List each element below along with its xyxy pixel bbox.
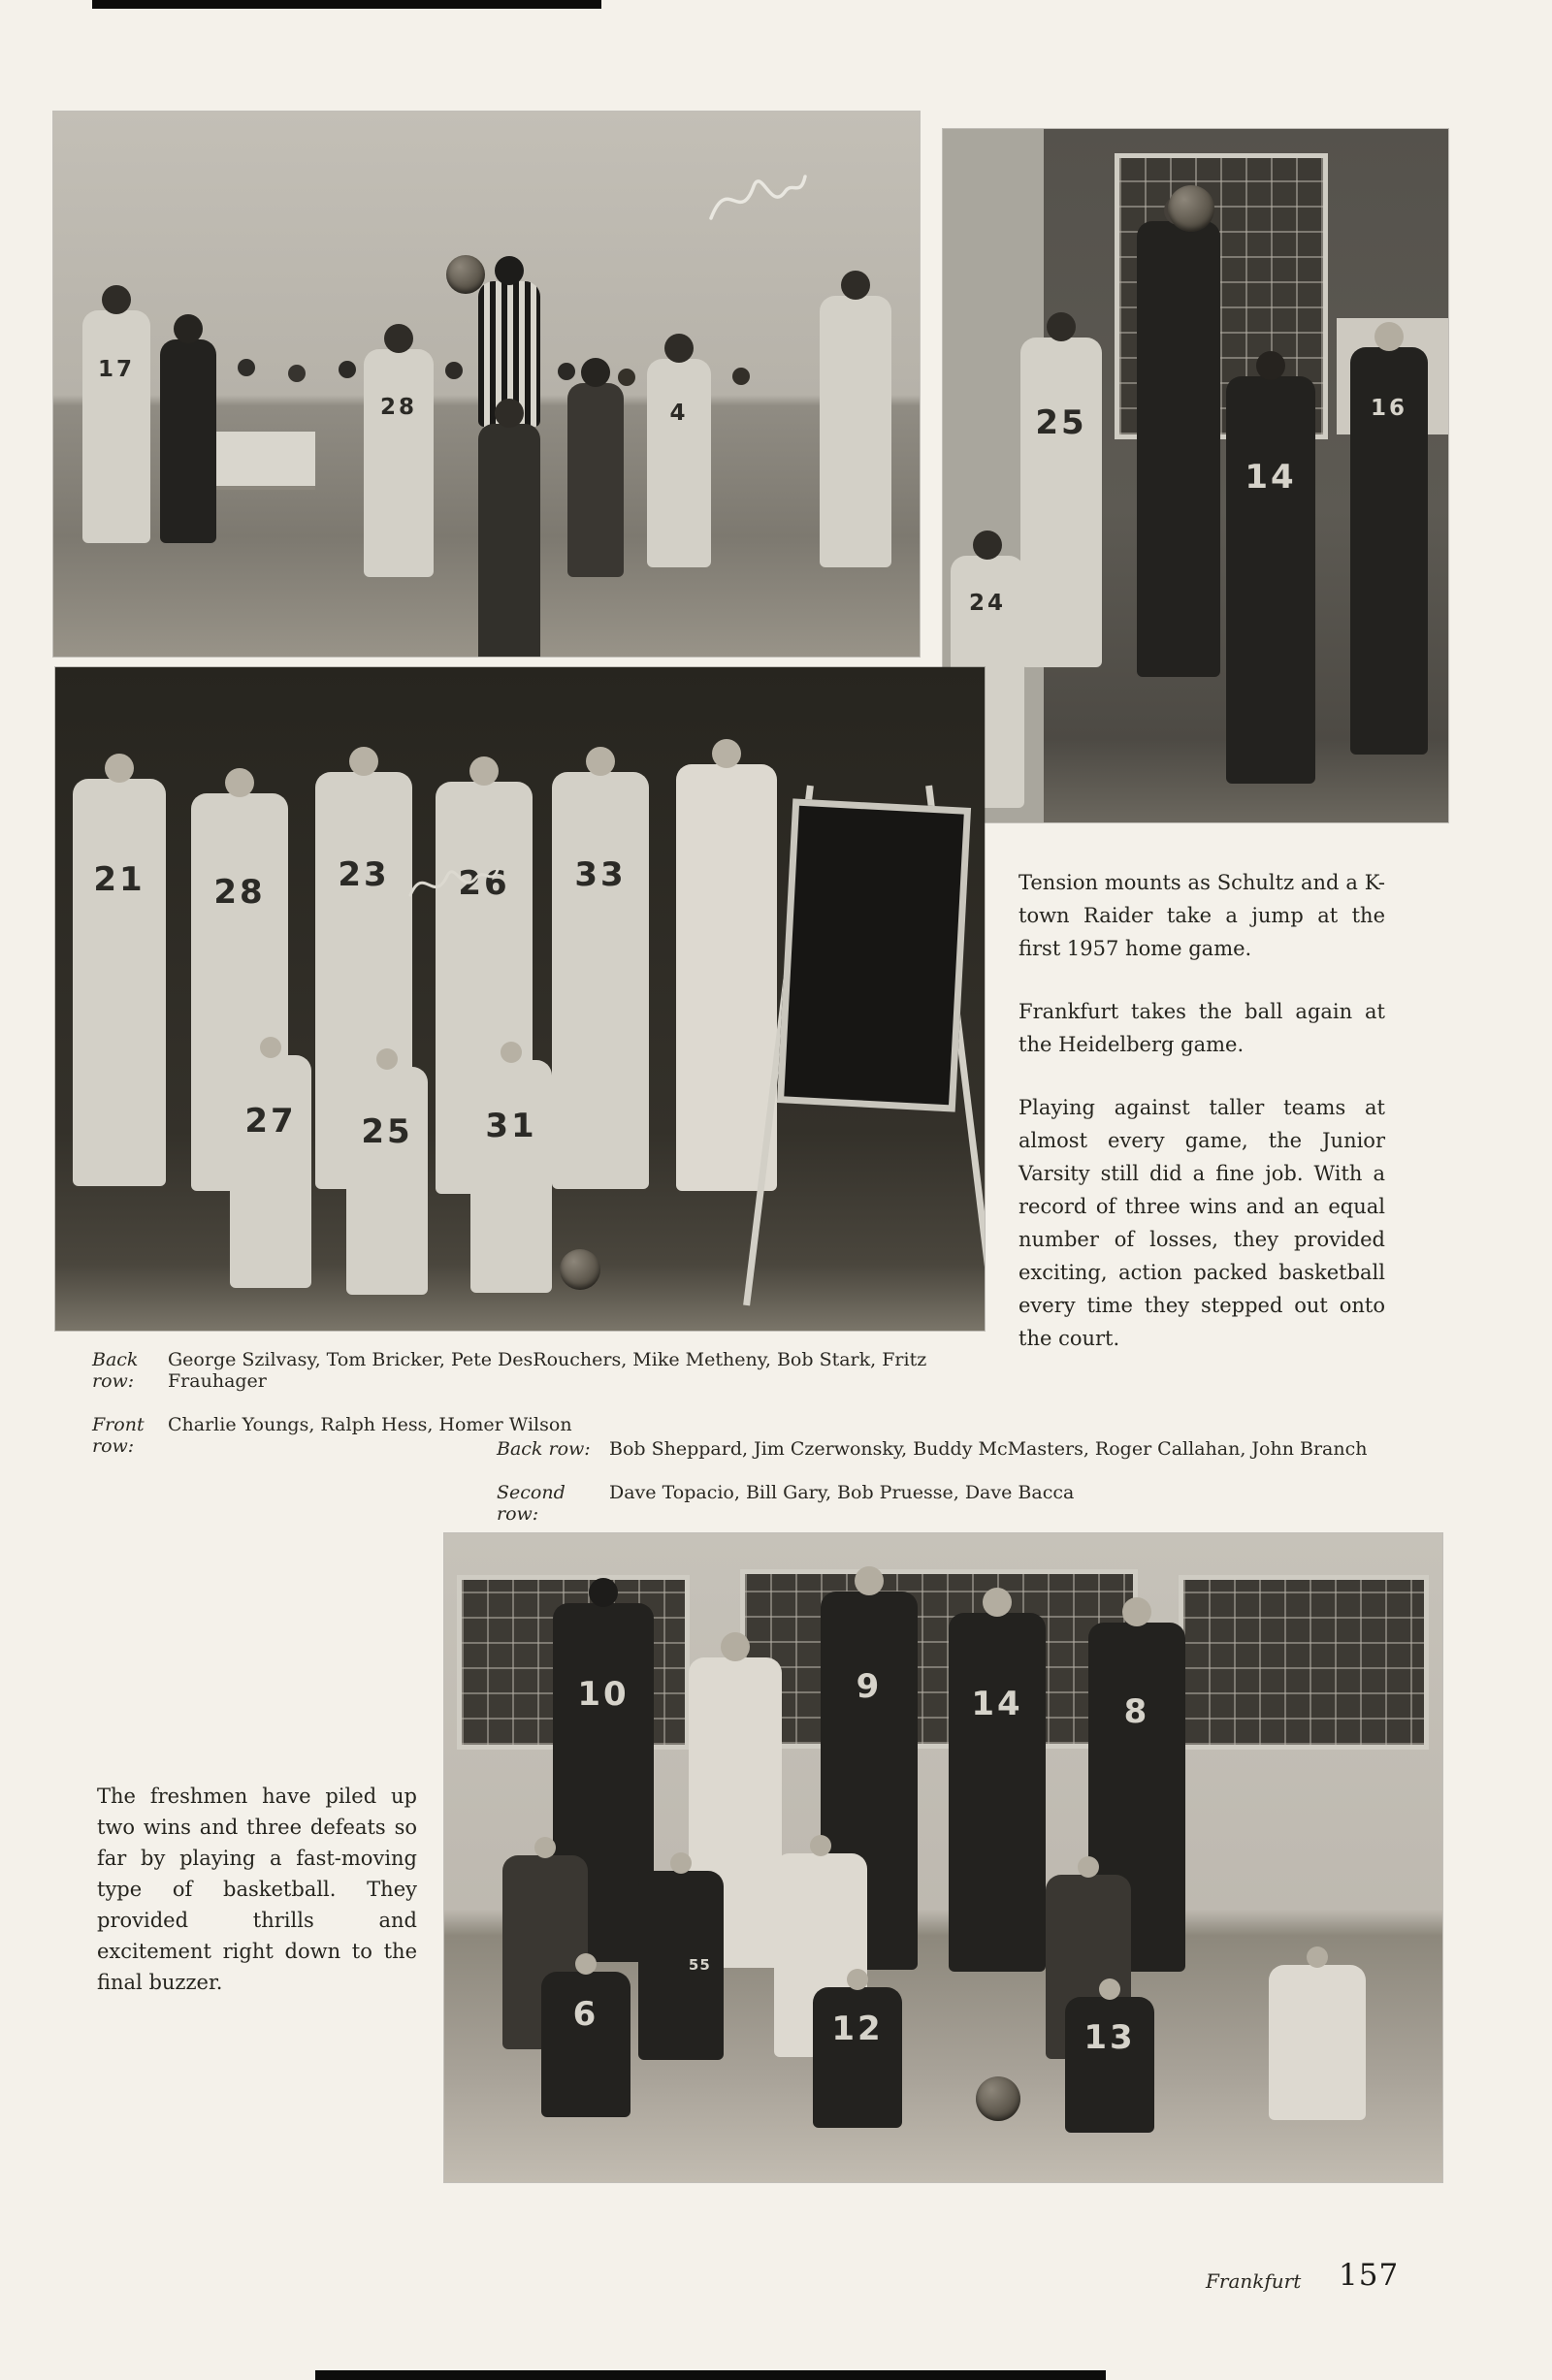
player-silhouette [1137, 221, 1220, 677]
roster-row [497, 1482, 1370, 1525]
jersey-number: 55 [688, 1955, 711, 1974]
player-silhouette [1020, 338, 1102, 667]
player-silhouette [1065, 1997, 1154, 2133]
manager-silhouette [676, 764, 777, 1191]
row-names: Charlie Youngs, Ralph Hess, Homer Wilson [168, 1414, 572, 1435]
spectators [238, 359, 255, 376]
player-silhouette [230, 1055, 311, 1288]
junior-varsity-team-photo [55, 667, 985, 1331]
roster-row [92, 1349, 965, 1392]
player-silhouette [1226, 376, 1315, 784]
jersey-number: 10 [577, 1675, 630, 1714]
jersey-number: 4 [669, 401, 689, 426]
player-silhouette [160, 339, 216, 543]
player-silhouette [73, 779, 166, 1186]
player-silhouette [552, 772, 649, 1189]
jersey-number: 12 [831, 2010, 884, 2049]
row-label: Front row: [92, 1414, 145, 1457]
handwritten-mark [703, 165, 810, 233]
caption-junior-varsity: Playing against taller teams at almost every game, the Junior Varsity still did a fine job. With a record of three wins and an equal number of losses, they provided exciting, action packed basketball every time they stepped out onto the court. [1018, 1096, 1385, 1350]
jersey-number: 33 [574, 855, 627, 894]
chalkboard [777, 798, 971, 1111]
jersey-number: 31 [485, 1107, 537, 1145]
jersey-number: 8 [1123, 1692, 1150, 1731]
footer-school-name: Frankfurt [1206, 2269, 1302, 2293]
scan-artifact-top [92, 0, 601, 9]
player-silhouette [820, 296, 891, 567]
freshman-team-photo [444, 1533, 1442, 2182]
player-silhouette [1350, 347, 1428, 755]
caption-column [1018, 866, 1385, 1385]
row-names: Bob Sheppard, Jim Czerwonsky, Buddy McMasters, Roger Callahan, John Branch [609, 1438, 1368, 1460]
row-names: Dave Topacio, Bill Gary, Bob Pruesse, Dave Bacca [609, 1482, 1075, 1503]
player-silhouette [364, 349, 434, 577]
jersey-number: 24 [968, 591, 1007, 617]
jersey-number: 17 [97, 357, 136, 382]
jump-ball-photo [943, 129, 1448, 822]
player-silhouette [1269, 1965, 1366, 2120]
basketball [446, 255, 485, 294]
jersey-number: 16 [1370, 396, 1408, 422]
jersey-number: 25 [1035, 403, 1087, 442]
jersey-number: 9 [856, 1667, 883, 1706]
basketball [976, 2076, 1020, 2121]
roster-row [497, 1438, 1370, 1460]
player-silhouette [638, 1871, 724, 2060]
row-label: Back row: [92, 1349, 139, 1392]
jersey-number: 14 [1245, 458, 1297, 497]
jersey-number: 26 [458, 864, 510, 903]
player-silhouette [470, 1060, 552, 1293]
basketball [1168, 185, 1214, 232]
player-silhouette [813, 1987, 902, 2128]
varsity-action-photo [53, 112, 920, 657]
caption-jump-ball: Tension mounts as Schultz and a K-town Raider take a jump at the first 1957 home game. [1018, 871, 1385, 960]
jersey-number: 27 [244, 1102, 297, 1141]
player-silhouette [949, 1613, 1046, 1972]
player-silhouette [647, 359, 711, 567]
jersey-number: 21 [93, 860, 146, 899]
basketball [560, 1249, 600, 1290]
scorers-table [199, 432, 315, 486]
jersey-number: 14 [971, 1685, 1023, 1723]
row-names: George Szilvasy, Tom Bricker, Pete DesRouchers, Mike Metheny, Bob Stark, Fritz Frauhager [168, 1349, 927, 1392]
row-label: Second row: [497, 1482, 566, 1525]
jersey-number: 25 [361, 1112, 413, 1151]
freshmen-paragraph: The freshmen have piled up two wins and three defeats so far by playing a fast-moving type of basketball. They provided thrills and excitement right down to the final buzzer. [97, 1785, 417, 1994]
player-silhouette [567, 383, 624, 577]
jersey-number: 6 [572, 1995, 599, 2034]
player-silhouette [541, 1972, 630, 2117]
jersey-number: 13 [1083, 2018, 1136, 2058]
page-number: 157 [1339, 2258, 1400, 2293]
jersey-number: 28 [213, 873, 266, 912]
referee-trousers [478, 424, 540, 657]
jersey-number: 28 [379, 395, 418, 420]
handwritten-mark [404, 856, 501, 915]
row-label: Back row: [497, 1438, 591, 1460]
player-silhouette [82, 310, 150, 543]
gym-window [745, 1574, 1133, 1744]
scan-artifact-bottom [315, 2370, 1106, 2380]
jersey-number: 23 [338, 855, 390, 894]
caption-heidelberg: Frankfurt takes the ball again at the Heidelberg game. [1018, 1000, 1385, 1056]
player-silhouette [346, 1067, 428, 1295]
gym-window [1183, 1580, 1424, 1745]
